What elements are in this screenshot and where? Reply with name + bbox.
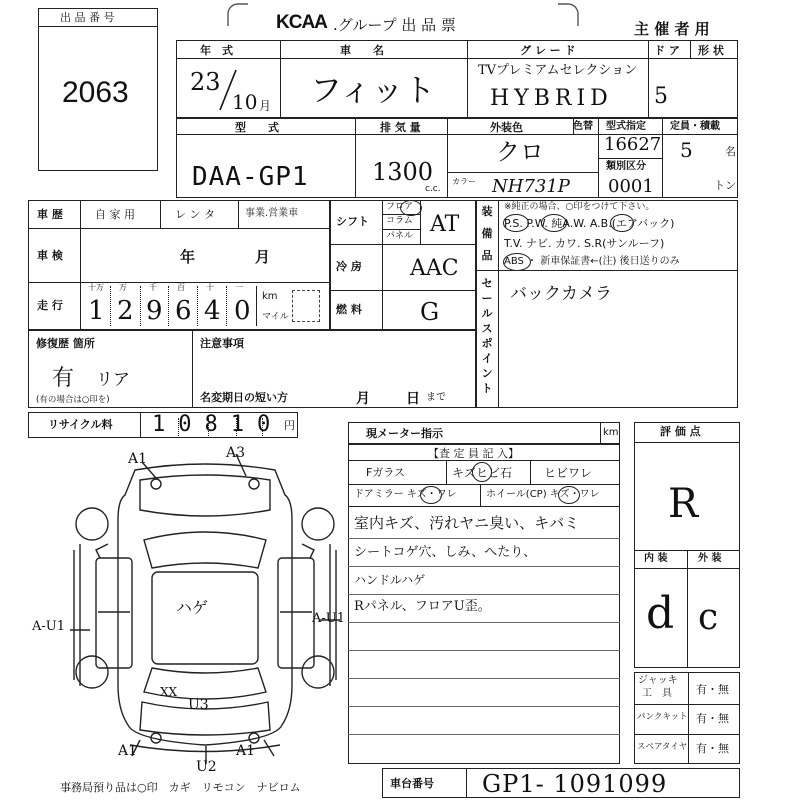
diagram-mark: A3 <box>226 445 246 461</box>
recycle-label: リサイクル料 <box>48 418 113 431</box>
lot-number-label: 出 品 番 号 <box>60 11 115 24</box>
form-title: .グループ 出 品 票 <box>333 16 456 34</box>
sales-point-label: ン <box>481 367 493 380</box>
cc-value: 1300 <box>372 158 434 186</box>
inspection-remark: シートコゲ穴、しみ、へたり、 <box>354 545 537 560</box>
digit-unit: 一 <box>235 283 243 292</box>
inspection-remark: ハンドルハゲ <box>354 573 426 587</box>
equipment-note: ※純正の場合、○印をつけて下さい。 <box>504 202 655 212</box>
diagram-mark: U2 <box>196 759 217 775</box>
capacity-value: 5 <box>680 138 693 162</box>
chassis-value: GP1- 1091099 <box>482 770 668 798</box>
spare-label: スペアタイヤ <box>637 742 688 752</box>
shift-value: AT <box>430 212 460 237</box>
model-value: フィット <box>310 71 436 109</box>
color-label: 外装色 <box>490 121 523 134</box>
wheel-label: ホイール(CP) キズ・ワレ <box>486 489 600 500</box>
diagram-mark: A1 <box>128 451 148 467</box>
puncture-options[interactable]: 有・無 <box>696 712 729 725</box>
sales-point-label: ル <box>481 307 493 320</box>
inspection-remark: 室内キズ、汚れヤニ臭い、キバミ <box>354 514 580 532</box>
name-change-label: 名変期日の短い方 <box>200 391 288 404</box>
month-value: 10 <box>232 90 258 114</box>
sales-point-value: バックカメラ <box>510 284 612 304</box>
jack-label-2: 工 具 <box>642 688 672 699</box>
equipment-label: 品 <box>481 249 493 262</box>
grade-value-1: TVプレミアムセレクション <box>478 63 638 78</box>
ac-value: AAC <box>410 256 459 281</box>
repair-label: 修復歴 箇所 <box>36 337 95 350</box>
capacity-label: 定員・積載 <box>670 121 720 132</box>
equipment-line3: ABS ・ 新車保証書←(注) 後日送りのみ <box>504 256 680 267</box>
mileage-digit: 1 <box>88 296 105 326</box>
spare-options[interactable]: 有・無 <box>696 742 729 755</box>
shift-panel[interactable]: パネル <box>386 231 414 241</box>
shift-circle <box>400 200 422 216</box>
registration-mark-icon <box>556 2 580 28</box>
organizer-label: 主 催 者 用 <box>634 20 710 38</box>
interior-label: 内 装 <box>644 553 668 564</box>
mileage-label: 走 行 <box>37 299 63 312</box>
km-label: km <box>262 291 278 302</box>
grade-label: グ レ ー ド <box>520 44 576 57</box>
history-rental[interactable]: レ ン タ <box>175 208 215 221</box>
type-label: 型 式 <box>235 121 279 134</box>
type-value: DAA-GP1 <box>192 162 309 192</box>
office-note: 事務局預り品は○印 カギ リモコン ナビロム <box>60 781 301 794</box>
year-value: 23 <box>190 68 221 96</box>
glass-crack[interactable]: ヒビワレ <box>544 466 593 480</box>
ton-unit: トン <box>714 179 736 192</box>
repair-location: リア <box>96 370 130 390</box>
glass-crack-rock[interactable]: ヒビ石 <box>476 466 513 480</box>
brand-logo: KCAA <box>276 12 327 33</box>
shift-column[interactable]: コラム <box>386 216 413 226</box>
digit-unit: 万 <box>119 283 127 292</box>
rating-label: 評 価 点 <box>660 425 701 438</box>
interior-value: d <box>646 588 675 639</box>
equipment-circle <box>503 214 529 232</box>
door-label: ド ア <box>654 44 680 57</box>
door-value: 5 <box>654 84 668 109</box>
recycle-yen: 円 <box>284 419 295 432</box>
cc-label: 排 気 量 <box>380 121 421 134</box>
model-label: 車 名 <box>340 44 384 57</box>
name-change-until: まで <box>426 392 446 403</box>
shift-label: シフト <box>336 215 369 228</box>
current-meter-label: 現メーター指示 <box>366 427 443 440</box>
cc-unit: c.c. <box>425 184 441 194</box>
mileage-digit: 4 <box>204 296 221 326</box>
caution-label: 注意事項 <box>200 337 244 350</box>
body-label: 形 状 <box>698 44 724 57</box>
sales-point-label: ト <box>481 382 493 395</box>
history-private[interactable]: 自 家 用 <box>95 208 135 221</box>
jack-options[interactable]: 有・無 <box>696 683 729 696</box>
diagram-mark: U3 <box>188 697 209 713</box>
glass-chip[interactable]: キズ <box>452 466 476 480</box>
current-meter-unit: km <box>603 427 619 438</box>
recycle-value: 10810 <box>152 412 284 437</box>
mileage-digit: 2 <box>117 296 134 326</box>
lot-number: 2063 <box>62 76 129 109</box>
sales-point-label: ー <box>481 292 493 305</box>
inspection-label: 車 検 <box>37 249 63 262</box>
roof-note: ハゲ <box>176 598 209 617</box>
inspection-month-unit: 月 <box>255 248 271 266</box>
sales-point-label: ポ <box>481 337 493 350</box>
grade-value-2: HYBRID <box>490 86 613 111</box>
mileage-digit: 0 <box>234 296 251 326</box>
repair-value: 有 <box>52 366 75 391</box>
glass-label: Fガラス <box>366 466 405 479</box>
inspection-title: 【査 定 員 記 入】 <box>428 447 519 460</box>
mileage-digit: 9 <box>146 296 163 326</box>
chassis-label: 車台番号 <box>390 777 434 790</box>
digit-unit: 十万 <box>88 283 104 292</box>
mirror-label: ドアミラー キズ・ワレ <box>354 489 457 500</box>
history-label: 車 歴 <box>37 208 63 221</box>
sales-point-label: ス <box>481 322 493 335</box>
registration-mark-icon <box>226 2 250 28</box>
inspection-remark: Rパネル、フロアU歪。 <box>354 599 491 614</box>
name-change-day: 日 <box>406 391 420 407</box>
equipment-label: 装 <box>481 205 493 218</box>
sales-point-label: イ <box>481 352 493 365</box>
repair-note: (有の場合は○印を) <box>36 395 110 405</box>
fuel-value: G <box>420 298 440 326</box>
diagram-mark: A1 <box>118 743 138 759</box>
color-code-value: NH731P <box>492 176 570 197</box>
category-value: 0001 <box>608 176 654 197</box>
equipment-circle <box>503 253 531 271</box>
ac-label: 冷 房 <box>336 260 362 273</box>
diagram-mark: XX <box>160 685 178 699</box>
diagram-mark: A1 <box>236 743 256 759</box>
color-change-label: 色替 <box>573 121 593 132</box>
digit-unit: 十 <box>206 283 214 292</box>
year-label: 年 式 <box>200 44 233 57</box>
color-value: クロ <box>496 138 544 166</box>
equipment-circle <box>541 214 567 232</box>
mirror-circle <box>420 486 442 504</box>
exterior-value: c <box>698 597 719 638</box>
digit-unit: 千 <box>149 283 157 292</box>
wheel-circle <box>558 486 580 504</box>
shift-floor[interactable]: フロア <box>386 202 414 212</box>
model-cert-value: 16627 <box>604 134 662 155</box>
model-cert-label: 型式指定 <box>606 121 646 132</box>
mile-label: マイル <box>262 312 289 322</box>
exterior-label: 外 装 <box>698 553 722 564</box>
fuel-label: 燃 料 <box>336 303 362 316</box>
diagram-mark: A-U1 <box>32 619 66 634</box>
equipment-line2: T.V. ナビ. カワ. S.R(サンルーフ) <box>504 237 665 250</box>
jack-label: ジャッキ <box>638 675 678 686</box>
month-unit: 月 <box>259 99 272 113</box>
equipment-circle <box>610 214 634 232</box>
capacity-unit: 名 <box>725 145 736 158</box>
diagram-mark: A-U1 <box>312 611 346 626</box>
history-business[interactable]: 事業.営業車 <box>245 208 299 219</box>
digit-unit: 百 <box>177 283 185 292</box>
inspection-year-unit: 年 <box>180 248 196 266</box>
rating-value: R <box>668 481 699 527</box>
mile-checkbox[interactable] <box>292 290 320 322</box>
glass-circle <box>472 462 492 482</box>
sales-point-label: セ <box>481 277 493 290</box>
color-code-label: カラー <box>452 177 476 186</box>
mileage-digit: 6 <box>175 296 192 326</box>
equipment-label: 備 <box>481 227 493 240</box>
category-label: 類別区分 <box>606 161 646 172</box>
equipment-line1: P.S. P.W. 純A.W. A.B.(エアバック) <box>504 217 675 230</box>
puncture-label: パンクキット <box>637 712 688 722</box>
name-change-month: 月 <box>356 391 370 407</box>
